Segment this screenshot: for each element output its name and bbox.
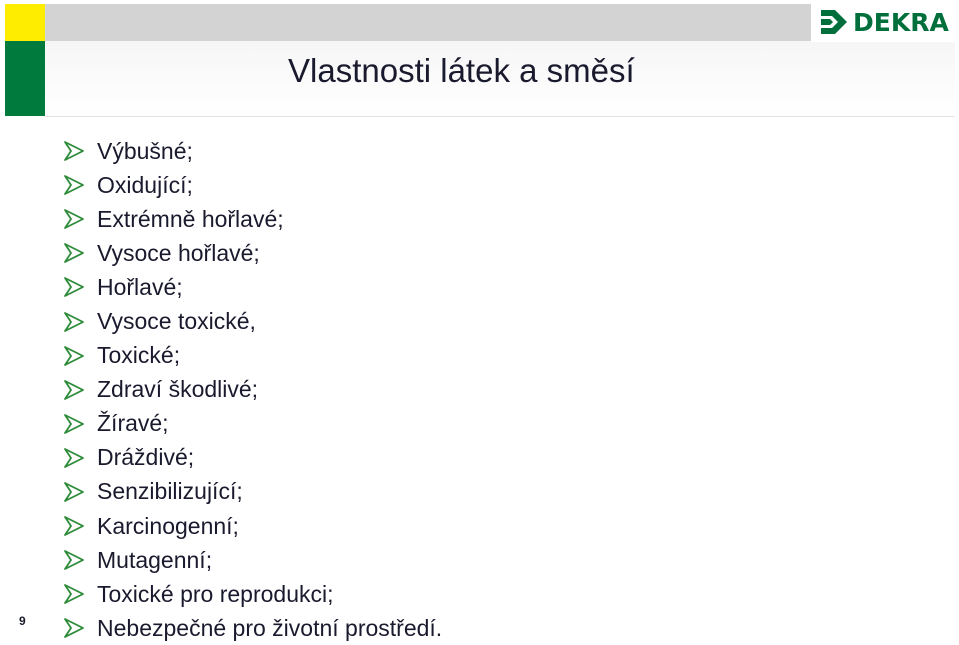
arrowhead-bullet-icon [62, 242, 86, 264]
list-item-text: Zdraví škodlivé; [97, 376, 259, 403]
list-item-text: Oxidující; [97, 171, 193, 198]
list-item [62, 407, 442, 441]
arrowhead-bullet-icon [62, 345, 86, 367]
green-corner-square [5, 41, 45, 116]
hazard-property-list [62, 134, 442, 645]
dekra-logo-icon [819, 7, 849, 37]
list-item [62, 202, 442, 236]
dekra-logo [811, 2, 957, 42]
list-item-text: Nebezpečné pro životní prostředí. [97, 614, 443, 641]
list-item [62, 168, 442, 202]
list-item [62, 134, 442, 168]
list-item-text: Toxické; [97, 342, 181, 369]
list-item-text: Karcinogenní; [97, 512, 239, 539]
list-item-text: Vysoce hořlavé; [97, 239, 260, 266]
list-item [62, 543, 442, 577]
list-item [62, 509, 442, 543]
list-item [62, 236, 442, 270]
arrowhead-bullet-icon [62, 311, 86, 333]
arrowhead-bullet-icon [62, 617, 86, 639]
list-item-text: Výbušné; [97, 137, 193, 164]
arrowhead-bullet-icon [62, 549, 86, 571]
list-item [62, 270, 442, 304]
arrowhead-bullet-icon [62, 481, 86, 503]
list-item [62, 577, 442, 611]
list-item-text: Vysoce toxické, [97, 308, 256, 335]
arrowhead-bullet-icon [62, 583, 86, 605]
arrowhead-bullet-icon [62, 413, 86, 435]
list-item-text: Hořlavé; [97, 273, 183, 300]
arrowhead-bullet-icon [62, 140, 86, 162]
top-grey-bar [45, 4, 811, 41]
list-item-text: Dráždivé; [97, 444, 195, 471]
arrowhead-bullet-icon [62, 379, 86, 401]
dekra-logo-text: DEKRA [853, 7, 949, 37]
arrowhead-bullet-icon [62, 208, 86, 230]
page-number: 9 [19, 614, 26, 628]
yellow-corner-square [5, 4, 45, 41]
list-item-text: Toxické pro reprodukci; [97, 580, 334, 607]
arrowhead-bullet-icon [62, 515, 86, 537]
page-title: Vlastnosti látek a směsí [288, 52, 635, 89]
list-item-text: Žíravé; [97, 410, 169, 437]
arrowhead-bullet-icon [62, 276, 86, 298]
list-item-text: Extrémně hořlavé; [97, 205, 284, 232]
list-item [62, 475, 442, 509]
arrowhead-bullet-icon [62, 447, 86, 469]
list-item [62, 373, 442, 407]
list-item [62, 441, 442, 475]
list-item-text: Senzibilizující; [97, 478, 243, 505]
list-item [62, 339, 442, 373]
arrowhead-bullet-icon [62, 174, 86, 196]
list-item [62, 304, 442, 338]
list-item-text: Mutagenní; [97, 546, 213, 573]
list-item [62, 611, 442, 645]
